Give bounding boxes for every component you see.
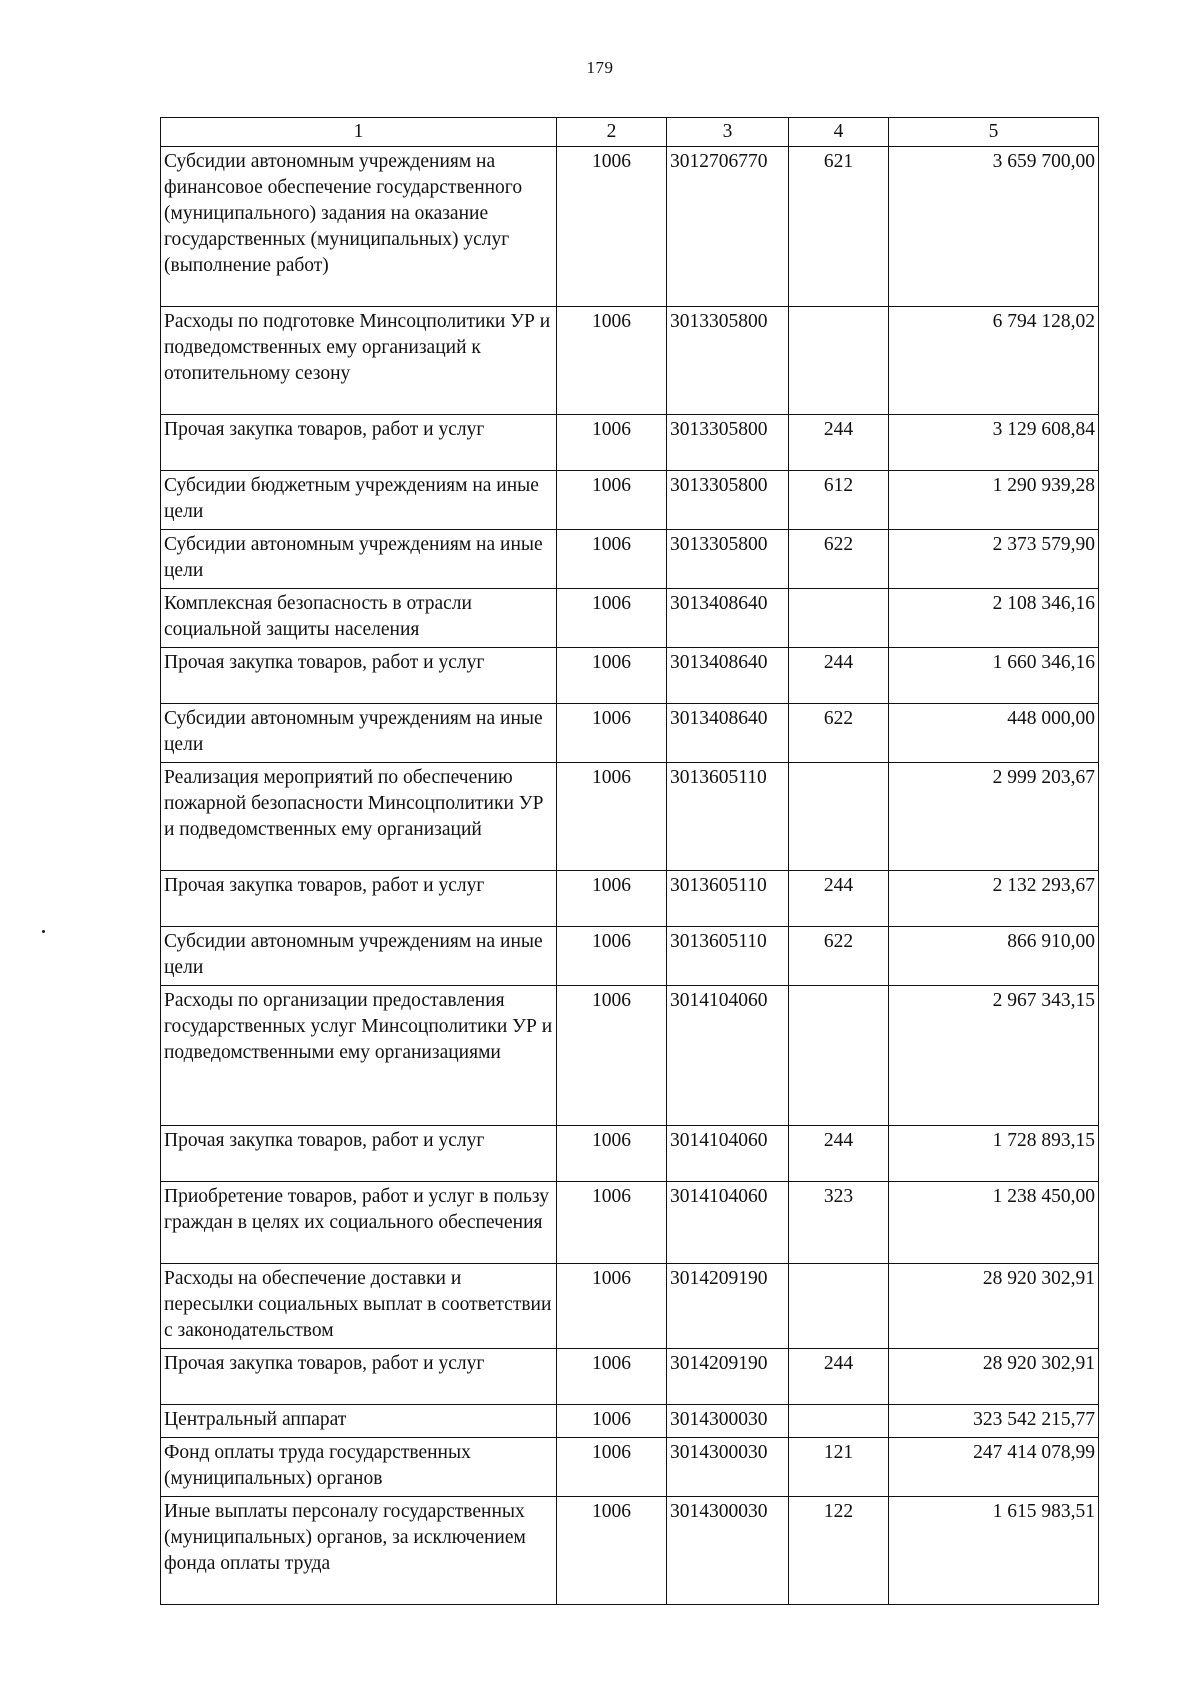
- row-type: 244: [789, 1349, 889, 1405]
- row-section: 1006: [557, 986, 667, 1126]
- row-name: Прочая закупка товаров, работ и услуг: [161, 648, 557, 704]
- row-type: 121: [789, 1438, 889, 1497]
- row-amount: 2 373 579,90: [889, 530, 1099, 589]
- row-type: 612: [789, 471, 889, 530]
- row-type: [789, 589, 889, 648]
- row-section: 1006: [557, 589, 667, 648]
- row-section: 1006: [557, 927, 667, 986]
- col-header-type: 4: [789, 118, 889, 147]
- row-type: 622: [789, 704, 889, 763]
- row-type: 244: [789, 871, 889, 927]
- row-type: [789, 763, 889, 871]
- row-target: 3014104060: [667, 986, 789, 1126]
- row-name: Фонд оплаты труда государственных (муниципальных) органов: [161, 1438, 557, 1497]
- row-amount: 28 920 302,91: [889, 1349, 1099, 1405]
- row-type: 244: [789, 648, 889, 704]
- row-name: Прочая закупка товаров, работ и услуг: [161, 1126, 557, 1182]
- table-row: [161, 1126, 1099, 1182]
- row-amount: 2 999 203,67: [889, 763, 1099, 871]
- row-amount: 28 920 302,91: [889, 1264, 1099, 1349]
- row-amount: 2 132 293,67: [889, 871, 1099, 927]
- row-type: 622: [789, 927, 889, 986]
- row-amount: 6 794 128,02: [889, 307, 1099, 415]
- row-target: 3014300030: [667, 1497, 789, 1605]
- table-row: [161, 704, 1099, 763]
- page-number: 179: [586, 58, 614, 77]
- scan-speck: [42, 930, 45, 933]
- row-section: 1006: [557, 1349, 667, 1405]
- row-target: 3014209190: [667, 1264, 789, 1349]
- row-amount: 866 910,00: [889, 927, 1099, 986]
- row-target: 3014300030: [667, 1438, 789, 1497]
- table-row: [161, 147, 1099, 307]
- row-target: 3013305800: [667, 530, 789, 589]
- row-amount: 1 615 983,51: [889, 1497, 1099, 1605]
- row-target: 3013408640: [667, 589, 789, 648]
- row-name: Субсидии бюджетным учреждениям на иные цели: [161, 471, 557, 530]
- row-section: 1006: [557, 704, 667, 763]
- row-amount: 247 414 078,99: [889, 1438, 1099, 1497]
- budget-table: [160, 117, 1099, 1605]
- row-target: 3013605110: [667, 763, 789, 871]
- table-row: [161, 1405, 1099, 1438]
- row-name: Расходы по организации предоставления государственных услуг Минсоцполитики УР и подведомственными ему организациями: [161, 986, 557, 1126]
- table-row: [161, 871, 1099, 927]
- table-row: [161, 986, 1099, 1126]
- row-target: 3014300030: [667, 1405, 789, 1438]
- row-name: Прочая закупка товаров, работ и услуг: [161, 871, 557, 927]
- row-name: Субсидии автономным учреждениям на иные цели: [161, 530, 557, 589]
- header-row: [161, 118, 1099, 147]
- col-header-target: 3: [667, 118, 789, 147]
- table-row: [161, 648, 1099, 704]
- row-amount: 448 000,00: [889, 704, 1099, 763]
- row-target: 3013305800: [667, 307, 789, 415]
- row-section: 1006: [557, 1405, 667, 1438]
- row-name: Расходы на обеспечение доставки и пересылки социальных выплат в соответствии с законодательством: [161, 1264, 557, 1349]
- row-section: 1006: [557, 1182, 667, 1264]
- row-amount: 3 129 608,84: [889, 415, 1099, 471]
- row-name: Субсидии автономным учреждениям на финансовое обеспечение государственного (муниципального) задания на оказание государственных (муниципальных) услуг (выполнение работ): [161, 147, 557, 307]
- row-name: Приобретение товаров, работ и услуг в пользу граждан в целях их социального обеспечения: [161, 1182, 557, 1264]
- row-name: Прочая закупка товаров, работ и услуг: [161, 1349, 557, 1405]
- row-amount: 1 290 939,28: [889, 471, 1099, 530]
- row-type: 122: [789, 1497, 889, 1605]
- table-row: [161, 927, 1099, 986]
- row-section: 1006: [557, 871, 667, 927]
- table-row: [161, 1438, 1099, 1497]
- row-name: Прочая закупка товаров, работ и услуг: [161, 415, 557, 471]
- col-header-section: 2: [557, 118, 667, 147]
- row-amount: 2 108 346,16: [889, 589, 1099, 648]
- row-type: 244: [789, 415, 889, 471]
- row-section: 1006: [557, 1438, 667, 1497]
- table-row: [161, 530, 1099, 589]
- row-type: [789, 1405, 889, 1438]
- row-section: 1006: [557, 307, 667, 415]
- row-amount: 3 659 700,00: [889, 147, 1099, 307]
- row-section: 1006: [557, 763, 667, 871]
- row-target: 3013408640: [667, 704, 789, 763]
- row-section: 1006: [557, 530, 667, 589]
- row-section: 1006: [557, 147, 667, 307]
- table-row: [161, 763, 1099, 871]
- row-section: 1006: [557, 471, 667, 530]
- row-name: Субсидии автономным учреждениям на иные цели: [161, 704, 557, 763]
- col-header-name: 1: [161, 118, 557, 147]
- table-row: [161, 1497, 1099, 1605]
- table-row: [161, 1349, 1099, 1405]
- row-name: Центральный аппарат: [161, 1405, 557, 1438]
- row-name: Иные выплаты персоналу государственных (муниципальных) органов, за исключением фонда оплаты труда: [161, 1497, 557, 1605]
- row-target: 3013408640: [667, 648, 789, 704]
- row-target: 3014104060: [667, 1126, 789, 1182]
- row-type: [789, 1264, 889, 1349]
- row-type: 622: [789, 530, 889, 589]
- row-section: 1006: [557, 648, 667, 704]
- row-target: 3014209190: [667, 1349, 789, 1405]
- row-target: 3013605110: [667, 871, 789, 927]
- row-section: 1006: [557, 415, 667, 471]
- table-row: [161, 471, 1099, 530]
- row-type: [789, 986, 889, 1126]
- row-amount: 2 967 343,15: [889, 986, 1099, 1126]
- row-amount: 1 728 893,15: [889, 1126, 1099, 1182]
- col-header-amount: 5: [889, 118, 1099, 147]
- row-target: 3013605110: [667, 927, 789, 986]
- row-target: 3013305800: [667, 415, 789, 471]
- row-type: 323: [789, 1182, 889, 1264]
- row-target: 3013305800: [667, 471, 789, 530]
- row-amount: 1 238 450,00: [889, 1182, 1099, 1264]
- row-amount: 1 660 346,16: [889, 648, 1099, 704]
- table-row: [161, 1264, 1099, 1349]
- row-type: [789, 307, 889, 415]
- row-amount: 323 542 215,77: [889, 1405, 1099, 1438]
- row-name: Реализация мероприятий по обеспечению пожарной безопасности Минсоцполитики УР и подведомственных ему организаций: [161, 763, 557, 871]
- row-target: 3012706770: [667, 147, 789, 307]
- row-name: Субсидии автономным учреждениям на иные цели: [161, 927, 557, 986]
- row-section: 1006: [557, 1264, 667, 1349]
- row-section: 1006: [557, 1126, 667, 1182]
- table-row: [161, 1182, 1099, 1264]
- row-target: 3014104060: [667, 1182, 789, 1264]
- table-row: [161, 307, 1099, 415]
- row-name: Комплексная безопасность в отрасли социальной защиты населения: [161, 589, 557, 648]
- row-type: 244: [789, 1126, 889, 1182]
- row-name: Расходы по подготовке Минсоцполитики УР и подведомственных ему организаций к отопительному сезону: [161, 307, 557, 415]
- row-type: 621: [789, 147, 889, 307]
- table-row: [161, 589, 1099, 648]
- row-section: 1006: [557, 1497, 667, 1605]
- table-row: [161, 415, 1099, 471]
